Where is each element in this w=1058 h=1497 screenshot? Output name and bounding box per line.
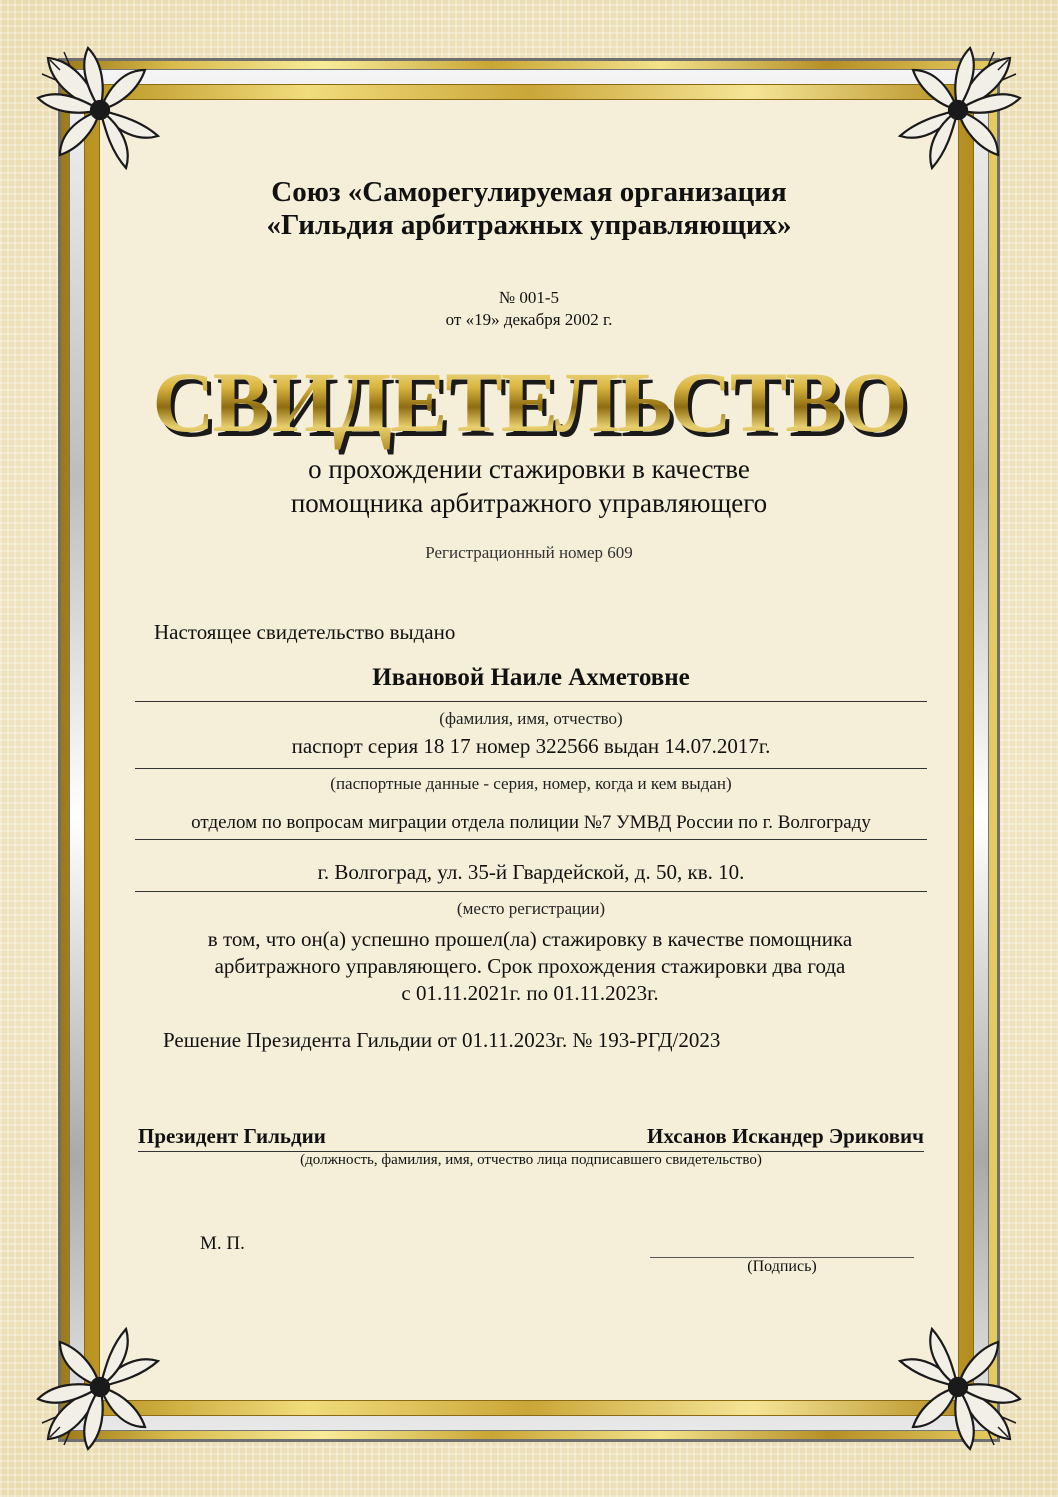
decision-text: Решение Президента Гильдии от 01.11.2023г. № 193-РГД/2023 bbox=[163, 1028, 721, 1052]
registry-date: от «19» декабря 2002 г. bbox=[445, 310, 613, 329]
name-hint: (фамилия, имя, отчество) bbox=[439, 709, 623, 728]
subtitle-line-2: помощника арбитражного управляющего bbox=[290, 488, 768, 518]
body-line-2: арбитражного управляющего. Срок прохождения стажировки два года bbox=[214, 954, 846, 978]
corner-ornament-top-left bbox=[30, 40, 170, 180]
signatory-position: Президент Гильдии bbox=[138, 1124, 326, 1148]
signatory-name: Ихсанов Искандер Эрикович bbox=[647, 1124, 924, 1148]
registration-address: г. Волгоград, ул. 35-й Гвардейской, д. 50, кв. 10. bbox=[317, 860, 745, 884]
issuer-underline bbox=[135, 839, 927, 840]
body-line-3: с 01.11.2021г. по 01.11.2023г. bbox=[401, 981, 659, 1005]
corner-ornament-bottom-right bbox=[888, 1317, 1028, 1457]
registration-number: Регистрационный номер 609 bbox=[425, 543, 633, 562]
registry-number: № 001-5 bbox=[498, 288, 560, 307]
passport-hint: (паспортные данные - серия, номер, когда и кем выдан) bbox=[330, 774, 732, 793]
certificate-body bbox=[130, 926, 930, 1007]
passport-data: паспорт серия 18 17 номер 322566 выдан 14.07.2017г. bbox=[291, 734, 771, 758]
body-line-1: в том, что он(а) успешно прошел(ла) стажировку в качестве помощника bbox=[207, 927, 853, 951]
passport-issuer: отделом по вопросам миграции отдела полиции №7 УМВД России по г. Волгограду bbox=[191, 812, 871, 833]
signatory-hint: (должность, фамилия, имя, отчество лица подписавшего свидетельство) bbox=[300, 1152, 762, 1168]
certificate-subtitle bbox=[150, 452, 908, 520]
name-underline bbox=[135, 701, 927, 702]
address-underline bbox=[135, 891, 927, 892]
issued-to-label: Настоящее свидетельство выдано bbox=[154, 620, 456, 644]
organization-name bbox=[150, 176, 908, 242]
signature-hint: (Подпись) bbox=[747, 1258, 817, 1275]
corner-ornament-bottom-left bbox=[30, 1317, 170, 1457]
address-hint: (место регистрации) bbox=[456, 899, 606, 918]
registry-info bbox=[300, 287, 758, 331]
holder-name: Ивановой Наиле Ахметовне bbox=[372, 664, 690, 691]
certificate-title: СВИДЕТЕЛЬСТВО bbox=[100, 352, 958, 452]
passport-underline bbox=[135, 768, 927, 769]
organization-line-1: Союз «Саморегулируемая организация bbox=[271, 176, 787, 208]
subtitle-line-1: о прохождении стажировки в качестве bbox=[308, 454, 750, 484]
organization-line-2: «Гильдия арбитражных управляющих» bbox=[266, 209, 792, 241]
corner-ornament-top-right bbox=[888, 40, 1028, 180]
stamp-place-label: М. П. bbox=[200, 1233, 245, 1254]
